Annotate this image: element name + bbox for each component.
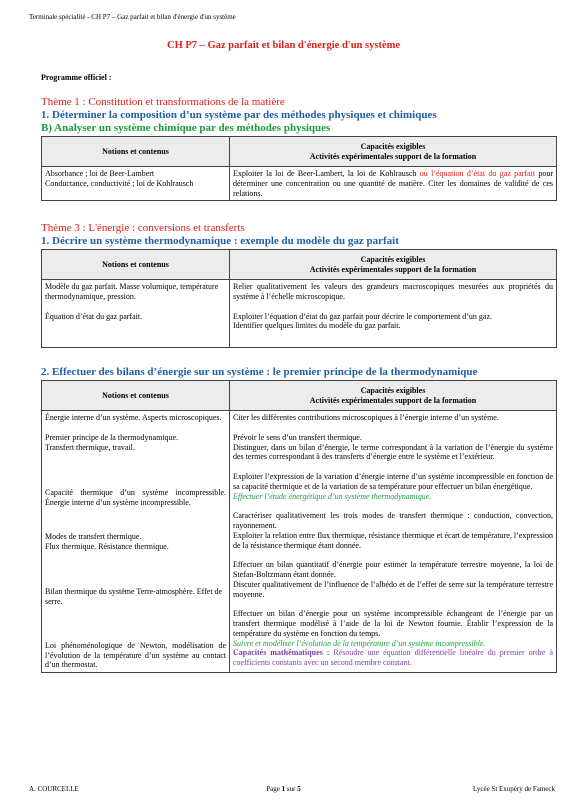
notion-item: Flux thermique. Résistance thermique. <box>45 541 169 551</box>
table-row <box>42 167 557 201</box>
page-header: Terminale spécialité - CH P7 – Gaz parfait et bilan d'énergie d'un système <box>29 13 236 21</box>
header-capacites <box>230 381 557 411</box>
footer-page-mid: sur <box>285 785 298 793</box>
math-label: Capacités mathématiques : <box>233 648 330 658</box>
header-notions: Notions et contenus <box>42 250 230 280</box>
capacite-text: Relier qualitativement les valeurs des grandeurs macroscopiques mesurées aux propriétés du système à l’échelle microscopique. <box>233 282 553 301</box>
header-notions: Notions et contenus <box>42 137 230 167</box>
notions-cell <box>42 280 230 348</box>
theme3-table <box>41 249 557 348</box>
theme3-section-title: 1. Décrire un système thermodynamique : exemple du modèle du gaz parfait <box>41 235 399 247</box>
table-row <box>42 411 557 673</box>
capacite-text: Identifier quelques limites du modèle du gaz parfait. <box>233 321 401 331</box>
table-header-row <box>42 250 557 280</box>
capacite-text: pour déterminer une concentration ou une quantité de matière. Citer les domaines de validité de ces relations. <box>233 169 554 198</box>
notion-item: Loi phénoménologique de Newton, modélisation de l’évolution de la température d’un système au contact d’un thermostat. <box>45 640 226 670</box>
capacite-text: Prévoir le sens d’un transfert thermique. <box>233 432 362 442</box>
header-capacites-line1: Capacités exigibles <box>360 385 426 395</box>
footer-page-total: 5 <box>297 785 301 793</box>
theme1-subsection-title: B) Analyser un système chimique par des méthodes physiques <box>41 122 331 134</box>
programme-label: Programme officiel : <box>41 73 112 82</box>
activite-experimentale: Effectuer l’étude énergétique d’un système thermodynamique. <box>233 491 432 501</box>
footer-page-number: 1 <box>281 785 286 793</box>
header-capacites-line2: Activités expérimentales support de la formation <box>309 264 477 274</box>
footer-school: Lycée St Exupéry de Fameck <box>472 785 555 793</box>
header-notions: Notions et contenus <box>42 381 230 411</box>
section2-table <box>41 380 557 673</box>
capacites-mathematiques <box>233 648 553 668</box>
notion-item: Absorbance ; loi de Beer-Lambert <box>45 169 155 178</box>
activite-experimentale: Suivre et modéliser l’évolution de la température d’un système incompressible. <box>233 638 486 648</box>
footer-page-prefix: Page <box>266 785 282 793</box>
capacite-text: Exploiter l’équation d’état du gaz parfait pour décrire le comportement d’un gaz. <box>233 311 493 321</box>
notions-cell <box>42 411 230 673</box>
capacite-text: Discuter qualitativement de l’influence de l’albédo et de l’effet de serre sur la température terrestre moyenne. <box>233 579 553 599</box>
notion-item: Conductance, conductivité ; loi de Kohlrausch <box>45 178 194 188</box>
header-capacites-line2: Activités expérimentales support de la formation <box>309 395 477 405</box>
header-capacites-line2: Activités expérimentales support de la formation <box>309 151 477 161</box>
capacite-text: Exploiter la loi de Beer-Lambert, la loi de Kohlrausch <box>233 169 420 178</box>
table-header-row <box>42 381 557 411</box>
notion-item: Modes de transfert thermique. <box>45 531 142 541</box>
header-capacites-line1: Capacités exigibles <box>360 254 426 264</box>
header-capacites <box>230 250 557 280</box>
notion-item: Transfert thermique, travail. <box>45 442 135 452</box>
theme1-table <box>41 136 557 201</box>
notion-item: Premier principe de la thermodynamique. <box>45 432 179 442</box>
math-text: Résoudre une équation différentielle linéaire du premier ordre à coefficients constants avec un second membre constant. <box>233 648 554 667</box>
capacite-text: Exploiter la relation entre flux thermique, résistance thermique et écart de température, l’expression de la résistance thermique étant donnée. <box>233 530 553 550</box>
capacite-text: Caractériser qualitativement les trois modes de transfert thermique : conduction, convection, rayonnement. <box>233 511 553 530</box>
notions-cell <box>42 167 230 201</box>
capacite-text: Citer les différentes contributions microscopiques à l’énergie interne d’un système. <box>233 413 499 422</box>
notion-item: Bilan thermique du système Terre-atmosphère. Effet de serre. <box>45 587 223 606</box>
notion-item: Modèle du gaz parfait. Masse volumique, température thermodynamique, pression. <box>45 282 219 301</box>
table-header-row <box>42 137 557 167</box>
notion-item: Énergie interne d’un système. Aspects microscopiques. <box>45 413 222 422</box>
capacite-highlight: ou l’équation d’état du gaz parfait <box>419 169 536 178</box>
table-row <box>42 280 557 348</box>
theme1-title: Thème 1 : Constitution et transformations de la matière <box>41 96 285 108</box>
capacite-text: Effectuer un bilan quantitatif d’énergie pour estimer la température terrestre moyenne, la loi de Stefan-Boltzmann étant donnée. <box>233 560 553 579</box>
theme1-section-title: 1. Déterminer la composition d’un système par des méthodes physiques et chimiques <box>41 109 437 121</box>
capacite-text: Distinguer, dans un bilan d’énergie, le terme correspondant à la variation de l’énergie du système des termes correspondant à des transferts d’énergie entre le système et l’extérieur. <box>233 442 553 462</box>
theme3-title: Thème 3 : L'énergie : conversions et transferts <box>41 222 245 234</box>
header-capacites-line1: Capacités exigibles <box>360 141 426 151</box>
capacites-cell <box>230 280 557 348</box>
capacites-cell <box>230 411 557 673</box>
footer-author: A. COURCELLE <box>29 785 79 793</box>
header-capacites <box>230 137 557 167</box>
capacite-text: Exploiter l’expression de la variation d’énergie interne d’un système incompressible en fonction de sa capacité thermique et de la variation de sa température pour effectuer un bilan énergétique. <box>233 472 553 491</box>
capacite-text: Effectuer un bilan d’énergie pour un système incompressible échangeant de l’énergie par un transfert thermique modélisé à l’aide de la loi de Newton fournie. Établir l’expression de la température du système en fonction du temps. <box>233 609 553 638</box>
section2-title: 2. Effectuer des bilans d’énergie sur un système : le premier principe de la thermodynamique <box>41 366 478 378</box>
page-title: CH P7 – Gaz parfait et bilan d'énergie d'un système <box>166 40 401 51</box>
notion-item: Capacité thermique d’un système incompressible. Énergie interne d’un système incompressible. <box>45 488 226 507</box>
notion-item: Équation d’état du gaz parfait. <box>45 311 143 321</box>
capacites-cell <box>230 167 557 201</box>
